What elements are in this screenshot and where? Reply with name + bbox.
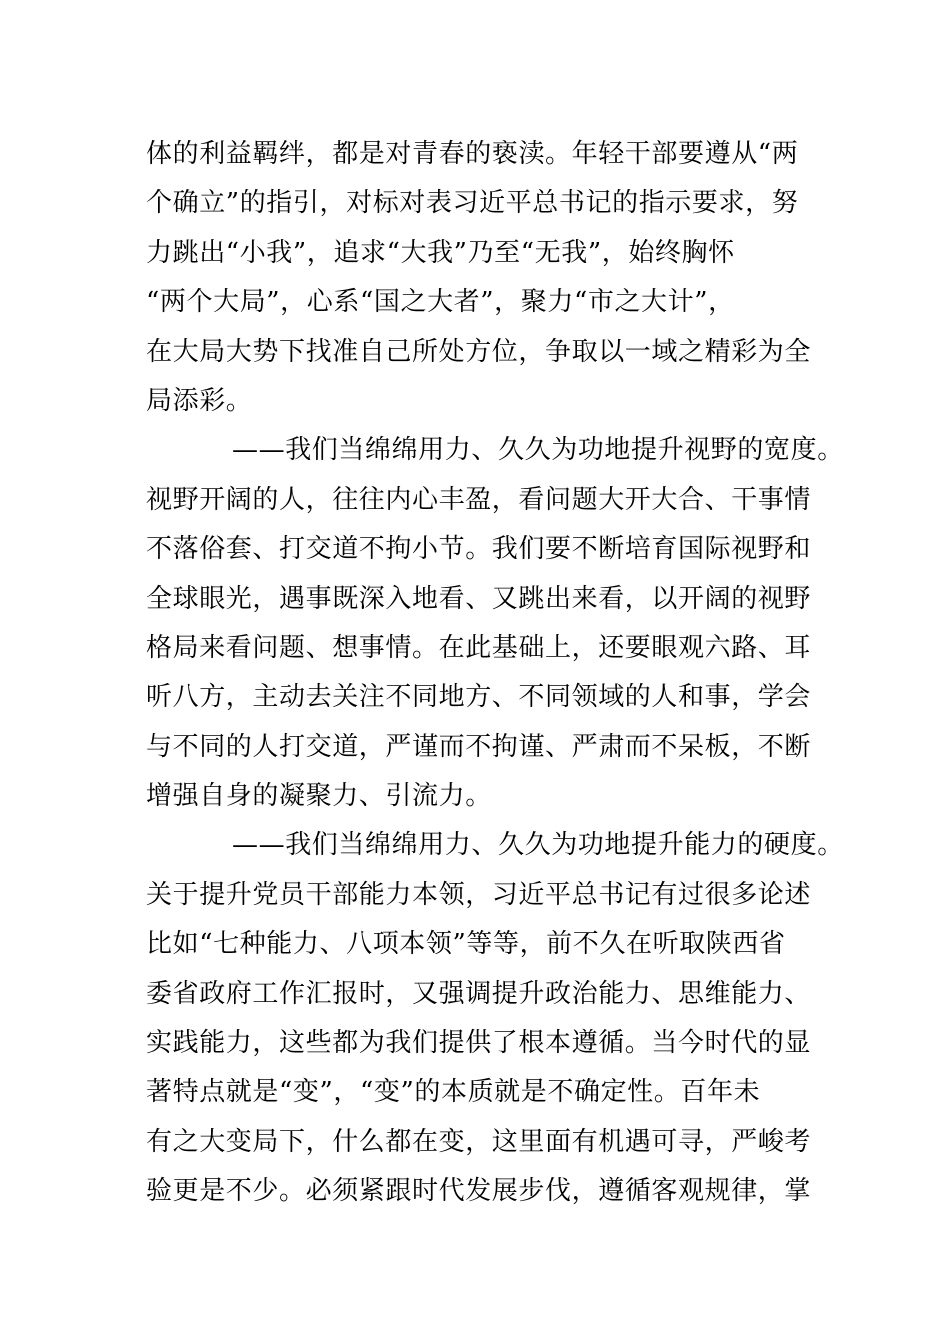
text-line-10: 全球眼光，遇事既深入地看、又跳出来看，以开阔的视野 bbox=[146, 583, 812, 614]
text-line-16: 关于提升党员干部能力本领，习近平总书记有过很多论述 bbox=[146, 879, 812, 910]
text-line-21: 有之大变局下，什么都在变，这里面有机遇可寻，严峻考 bbox=[146, 1126, 812, 1157]
text-line-18: 委省政府工作汇报时，又强调提升政治能力、思维能力、 bbox=[146, 978, 812, 1009]
section-heading-ability: ——我们当绵绵用力、久久为功地提升能力的硬度。 bbox=[232, 830, 844, 861]
section-heading-vision: ——我们当绵绵用力、久久为功地提升视野的宽度。 bbox=[232, 435, 844, 466]
text-line-14: 增强自身的凝聚力、引流力。 bbox=[146, 781, 492, 812]
text-line-13: 与不同的人打交道，严谨而不拘谨、严肃而不呆板，不断 bbox=[146, 731, 812, 762]
text-line-2: 个确立”的指引，对标对表习近平总书记的指示要求，努 bbox=[146, 188, 799, 219]
text-line-3: 力跳出“小我”，追求“大我”乃至“无我”，始终胸怀 bbox=[146, 237, 735, 268]
text-line-12: 听八方，主动去关注不同地方、不同领域的人和事，学会 bbox=[146, 682, 812, 713]
text-line-20: 著特点就是“变”，“变”的本质就是不确定性。百年未 bbox=[146, 1077, 761, 1108]
document-body bbox=[146, 130, 844, 1217]
text-line-9: 不落俗套、打交道不拘小节。我们要不断培育国际视野和 bbox=[146, 534, 812, 565]
text-line-4: “两个大局”，心系“国之大者”，聚力“市之大计”， bbox=[146, 287, 735, 318]
text-line-1: 体的利益羁绊，都是对青春的亵渎。年轻干部要遵从“两 bbox=[146, 139, 799, 169]
text-line-22: 验更是不少。必须紧跟时代发展步伐，遵循客观规律，掌 bbox=[146, 1176, 812, 1207]
text-line-6: 局添彩。 bbox=[146, 385, 253, 416]
text-line-17: 比如“七种能力、八项本领”等等，前不久在听取陕西省 bbox=[146, 929, 786, 960]
text-line-5: 在大局大势下找准自己所处方位，争取以一域之精彩为全 bbox=[146, 336, 812, 367]
text-line-8: 视野开阔的人，往往内心丰盈，看问题大开大合、干事情 bbox=[146, 484, 812, 515]
text-line-11: 格局来看问题、想事情。在此基础上，还要眼观六路、耳 bbox=[146, 632, 812, 663]
text-line-19: 实践能力，这些都为我们提供了根本遵循。当今时代的显 bbox=[146, 1028, 812, 1059]
